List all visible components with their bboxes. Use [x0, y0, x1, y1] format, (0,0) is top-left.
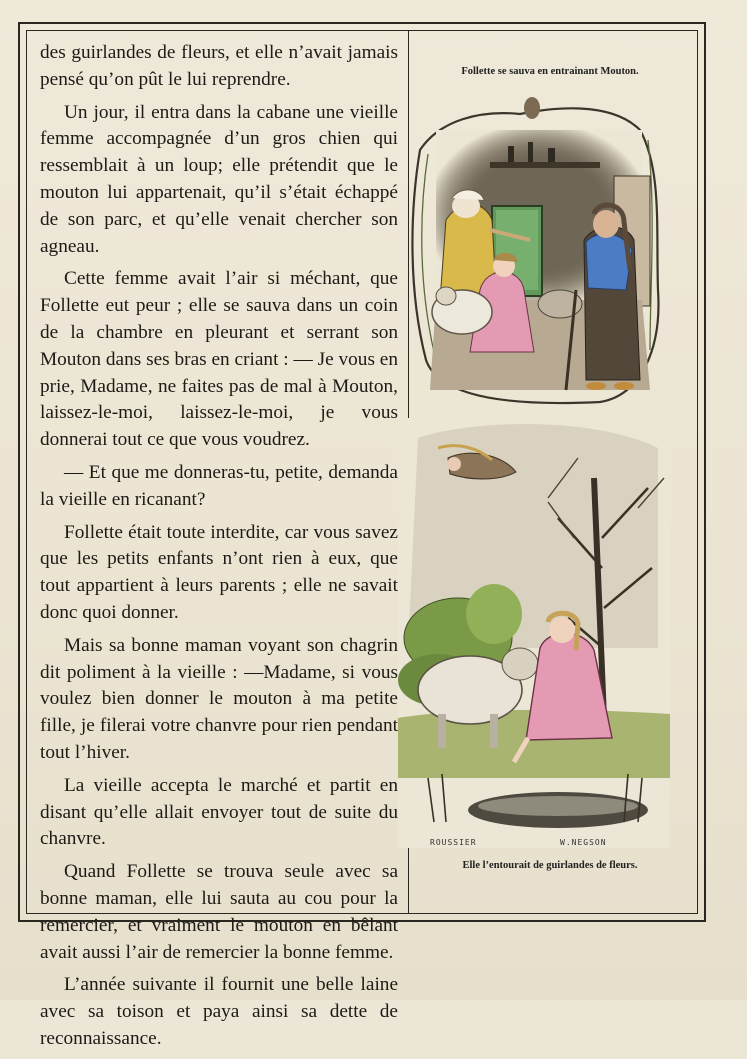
paragraph: La vieille accepta le marché et partit en disant qu’elle allait envoyer tout de suite du chanvre. — [40, 774, 398, 850]
illustration-caption-bottom: Elle l’entourait de guirlandes de fleurs. — [462, 860, 638, 871]
engraver-signature-left: ROUSSIER — [430, 838, 477, 847]
paragraph: — Et que me donneras-tu, petite, demanda la vieille en ricanant? — [40, 461, 398, 510]
paragraph: des guirlandes de fleurs, et elle n’avait jamais pensé qu’on pût le lui reprendre. — [40, 42, 398, 90]
engraver-signature-right: W.NEGSON — [560, 838, 607, 847]
paragraph: Un jour, il entra dans la cabane une vieille femme accompagnée d’un gros chien qui ressemblait à un loup; elle prétendit que le mouton lui appartenait, qu’il s’était échappé de son parc, et qu’elle venait chercher son agneau. — [40, 101, 398, 257]
paragraph: Quand Follette se trouva seule avec sa bonne maman, elle lui sauta au cou pour la remercier, et vraiment le mouton en bêlant avait aussi l’air de remercier la bonne femme. — [40, 861, 398, 963]
paragraph: Mais sa bonne maman voyant son chagrin dit poliment à la vieille : —Madame, si vous voulez bien donner le mouton à ma petite fille, je filerai votre chanvre pour rien pendant tout l’hiver. — [40, 634, 398, 763]
illustration-interior-scene — [400, 90, 668, 410]
body-text-column — [40, 40, 398, 1059]
paragraph: Follette était toute interdite, car vous savez que les petits enfants n’ont rien à eux, que tout appartient à leurs parents ; elle ne savait donc quoi donner. — [40, 521, 398, 623]
illustration-outdoor-scene — [398, 418, 670, 848]
illustration-caption-top: Follette se sauva en entrainant Mouton. — [461, 66, 639, 77]
paragraph: Cette femme avait l’air si méchant, que Follette eut peur ; elle se sauva dans un coin de la chambre en pleurant et serrant son Mouton dans ses bras en criant : — Je vous en prie, Madame, ne faites pas de mal à Mouton, laissez-le-moi, laissez-le-moi, je vous donnerai tout ce que vous voudrez. — [40, 268, 398, 451]
paragraph: L’année suivante il fournit une belle laine avec sa toison et paya ainsi sa dette de reconnaissance. — [40, 974, 398, 1049]
